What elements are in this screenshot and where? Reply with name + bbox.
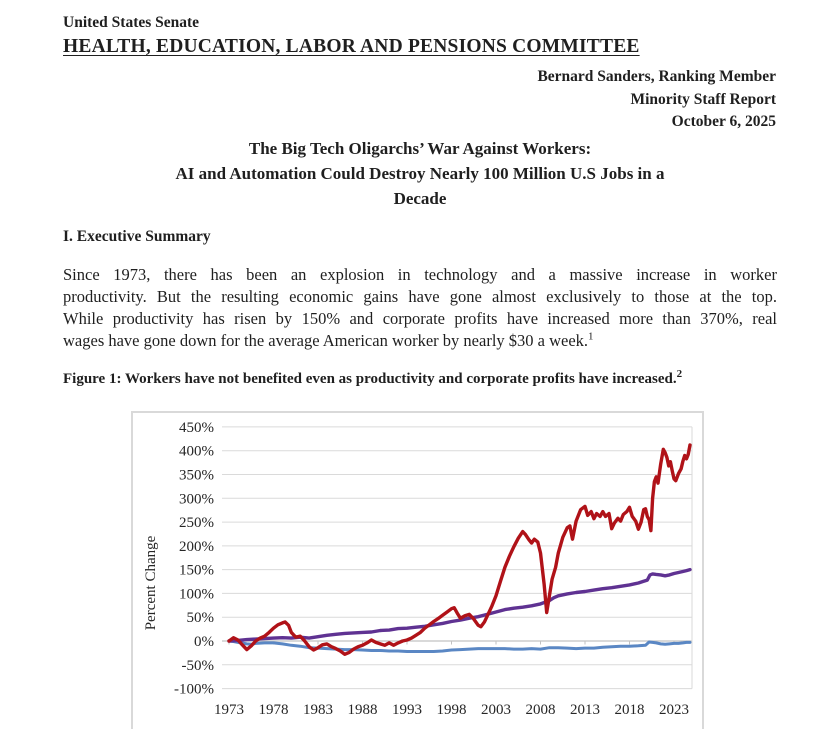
x-tick-label: 2013 — [570, 702, 600, 718]
y-tick-label: 450% — [179, 419, 214, 436]
x-tick-label: 2008 — [525, 702, 556, 718]
y-tick-label: 300% — [179, 491, 214, 508]
x-tick-label: 1983 — [303, 702, 333, 718]
x-tick-label: 1978 — [258, 702, 289, 718]
x-tick-label: 1993 — [392, 702, 422, 718]
x-tick-label: 1988 — [347, 702, 378, 718]
x-tick-label: 1973 — [214, 702, 244, 718]
org-name: United States Senate — [63, 14, 200, 31]
y-tick-label: 400% — [179, 443, 214, 460]
executive-summary-paragraph — [63, 264, 777, 352]
y-tick-label: 200% — [179, 538, 214, 555]
paragraph-line: While productivity has risen by 150% and corporate profits have increased more than 370%, real — [63, 309, 777, 328]
paragraph-line: Since 1973, there has been an explosion in technology and a massive increase in worker — [63, 265, 777, 284]
y-tick-label: 350% — [179, 467, 214, 484]
report-title — [100, 136, 740, 211]
footnote-ref-2: 2 — [676, 368, 683, 380]
footnote-ref-1: 1 — [588, 330, 594, 343]
y-tick-label: -100% — [174, 681, 214, 698]
line-chart-percent-change — [133, 413, 702, 729]
report-title-line-1: The Big Tech Oligarchs’ War Against Workers: — [248, 139, 592, 158]
figure-1-chart — [131, 411, 704, 729]
y-tick-label: -50% — [181, 657, 214, 674]
section-heading-executive-summary: I. Executive Summary — [63, 228, 211, 245]
report-title-line-2: AI and Automation Could Destroy Nearly 100 Million U.S Jobs in a — [175, 164, 665, 183]
y-axis-title: Percent Change — [143, 535, 159, 631]
x-tick-label: 1998 — [436, 702, 467, 718]
report-title-line-3: Decade — [393, 189, 447, 208]
x-tick-label: 2023 — [659, 702, 689, 718]
byline-block — [537, 66, 776, 134]
figure-1-caption: Figure 1: Workers have not benefited even as productivity and corporate profits have increased.$^2$ — [63, 368, 683, 387]
report-type-line: Minority Staff Report — [630, 90, 776, 108]
paragraph-line: productivity. But the resulting economic gains have gone almost exclusively to those at the top. — [63, 287, 777, 306]
x-tick-label: 2018 — [614, 702, 645, 718]
y-tick-label: 250% — [179, 515, 214, 532]
chart-line-corporate_profits_red — [229, 445, 690, 654]
y-tick-label: 100% — [179, 586, 214, 603]
y-tick-label: 0% — [194, 634, 214, 650]
chart-line-wages_blue — [229, 641, 690, 652]
report-date: October 6, 2025 — [671, 113, 776, 130]
x-tick-label: 2003 — [481, 702, 511, 718]
y-tick-label: 50% — [186, 610, 214, 627]
y-tick-label: 150% — [179, 562, 214, 579]
paragraph-line: wages have gone down for the average American worker by nearly $30 a week.$^1$ — [63, 330, 594, 350]
ranking-member-line: Bernard Sanders, Ranking Member — [537, 68, 776, 85]
chart-line-productivity_purple — [229, 570, 690, 641]
committee-name: HEALTH, EDUCATION, LABOR AND PENSIONS COMMITTEE — [63, 36, 640, 57]
